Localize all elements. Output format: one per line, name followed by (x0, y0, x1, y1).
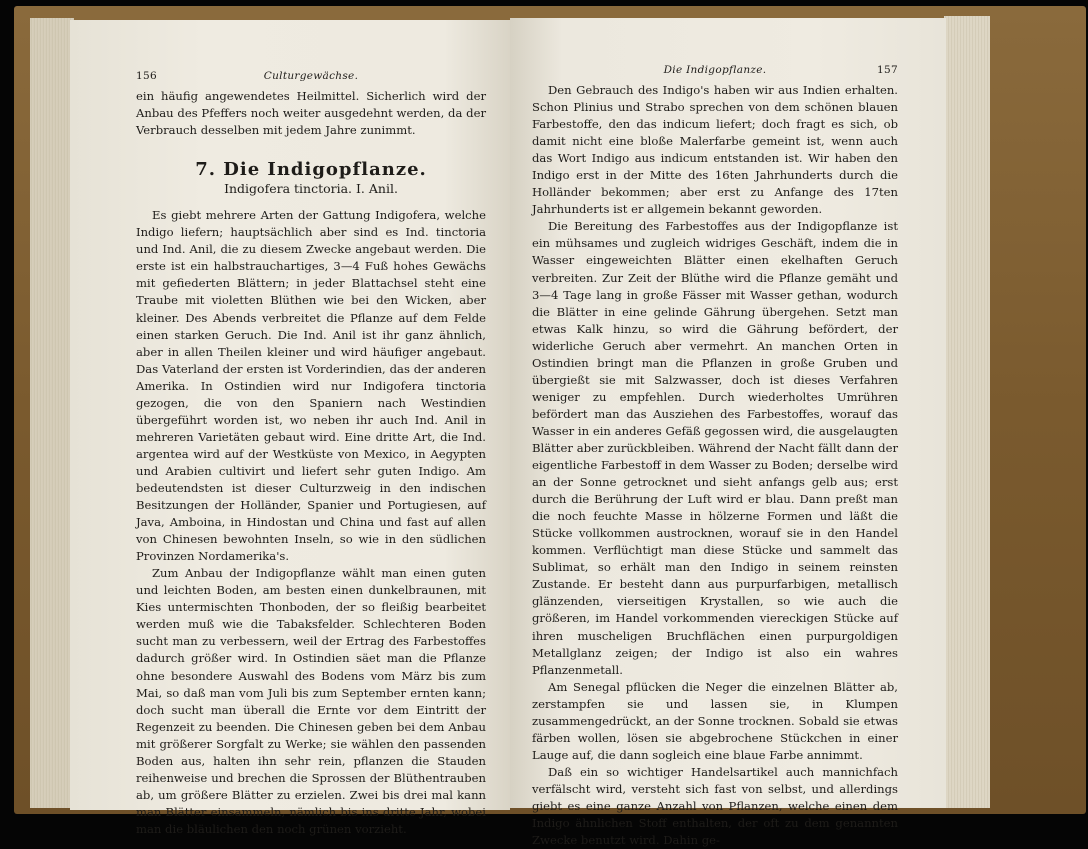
running-head-title: Die Indigopflanze. (663, 64, 767, 76)
running-head-left (136, 70, 486, 88)
right-page (510, 18, 946, 848)
running-head-right (532, 64, 898, 82)
running-head-title: Culturgewächse. (263, 70, 359, 82)
chapter-title: 7. Die Indigopflanze. (195, 159, 427, 181)
page-number: 156 (136, 70, 157, 82)
paragraph: Zum Anbau der Indigopflanze wählt man einen guten und leichten Boden, am besten einen dunkelbraunen, mit Kies untermischten Thonboden, der so fleißig bearbeitet werden muß wie die Tabaksfelder. Schlechteren Boden sucht man zu verbessern, weil der Ertrag des Farbestoffes dadurch größer wird. In Ostindien säet man die Pflanze ohne besondere Auswahl des Bodens vom März bis zum Mai, so daß man vom Juli bis zum September ernten kann; doch sucht man überall die Ernte vor dem Eintritt der Regenzeit zu beenden. Die Chinesen geben bei dem Anbau mit größerer Sorgfalt zu Werke; sie wählen den passenden Boden aus, halten ihn sehr rein, pflanzen die Stauden reihenweise und brechen die Sprossen der Blüthentrauben ab, um größere Blätter zu erzielen. Zwei bis drei mal kann man Blätter einsammeln, nämlich bis ins dritte Jahr, wobei man die bläulichen den noch grünen vorzieht. (136, 566, 486, 836)
left-body (136, 88, 486, 838)
page-number: 157 (877, 64, 898, 76)
intro-paragraph: ein häufig angewendetes Heilmittel. Sicherlich wird der Anbau des Pfeffers noch weiter ausgedehnt werden, da der Verbrauch desselben mit jedem Jahre zunimmt. (136, 89, 486, 138)
left-page (70, 20, 510, 836)
paragraph: Es giebt mehrere Arten der Gattung Indigofera, welche Indigo liefern; hauptsächlich aber sind es Ind. tinctoria und Ind. Anil, die zu diesem Zwecke angebaut werden. Die erste ist ein halbstrauchartiges, 3—4 Fuß hohes Gewächs mit gefiederten Blättern; in jeder Blattachsel steht eine Traube mit violetten Blüthen wie bei den Wicken, aber kleiner. Des Abends verbreitet die Pflanze auf dem Felde einen starken Geruch. Die Ind. Anil ist ihr ganz ähnlich, aber in allen Theilen kleiner und wird häufiger angebaut. Das Vaterland der ersten ist Vorderindien, das der anderen Amerika. In Ostindien wird nur Indigofera tinctoria gezogen, die von den Spaniern nach Westindien übergeführt worden ist, wo neben ihr auch Ind. Anil in mehreren Varietäten gebaut wird. Eine dritte Art, die Ind. argentea wird auf der Westküste von Mexico, in Aegypten und Arabien cultivirt und liefert sehr guten Indigo. Am bedeutendsten ist dieser Culturzweig in den indischen Besitzungen der Holländer, Spanier und Portugiesen, auf Java, Amboina, in Hindostan und China und fast auf allen von Chinesen bewohnten Inseln, so wie in den südlichen Provinzen Nordamerika's. (136, 208, 486, 564)
chapter-subtitle: Indigofera tinctoria. I. Anil. (224, 181, 398, 197)
page-edges-right (944, 16, 990, 808)
paragraph: Den Gebrauch des Indigo's haben wir aus Indien erhalten. Schon Plinius und Strabo sprechen von dem schönen blauen Farbestoffe, den das indicum liefert; doch fragt es sich, ob damit nicht eine bloße Malerfarbe gemeint ist, wenn auch das Wort Indigo aus indicum entstanden ist. Wir haben den Indigo erst in der Mitte des 16ten Jahrhunderts durch die Holländer bekommen; aber erst zu Anfange des 17ten Jahrhunderts ist er allgemein bekannt geworden. (532, 83, 898, 217)
paragraph: Die Bereitung des Farbestoffes aus der Indigopflanze ist ein mühsames und zugleich widriges Geschäft, indem die in Wasser eingeweichten Blätter einen ekelhaften Geruch verbreiten. Zur Zeit der Blüthe wird die Pflanze gemäht und 3—4 Tage lang in große Fässer mit Wasser gethan, wodurch die Blätter in eine gelinde Gährung übergehen. Setzt man etwas Kalk hinzu, so wird die Gährung befördert, der widerliche Geruch aber vermehrt. An manchen Orten in Ostindien bringt man die Pflanzen in große Gruben und übergießt sie mit Salzwasser, doch ist dieses Verfahren weniger zu empfehlen. Durch wiederholtes Umrühren befördert man das Ausziehen des Farbestoffes, worauf das Wasser in ein anderes Gefäß gegossen wird, die ausgelaugten Blätter aber zurückbleiben. Während der Nacht fällt dann der eigentliche Farbestoff in dem Wasser zu Boden; derselbe wird an der Sonne getrocknet und sieht anfangs gelb aus; erst durch die Berührung der Luft wird er blau. Dann preßt man die noch feuchte Masse in hölzerne Formen und läßt die Stücke vollkommen austrocknen, worauf sie in den Handel kommen. Verflüchtigt man diese Stücke und sammelt das Sublimat, so erhält man den Indigo in seinem reinsten Zustande. Er besteht dann aus purpurfarbigen, metallisch glänzenden, vierseitigen Krystallen, so wie auch die größeren, im Handel vorkommenden viereckigen Stücke auf ihren muscheligen Bruchflächen einen purpurgoldigen Metallglanz zeigen; der Indigo ist also ein wahres Pflanzenmetall. (532, 219, 898, 677)
right-body (532, 82, 898, 849)
page-edges-left (30, 18, 74, 808)
paragraph: Am Senegal pflücken die Neger die einzelnen Blätter ab, zerstampfen sie und lassen sie, in Klumpen zusammengedrückt, an der Sonne trocknen. Sobald sie etwas färben wollen, lösen sie abgebrochene Stückchen in einer Lauge auf, die dann sogleich eine blaue Farbe annimmt. (532, 679, 898, 762)
paragraph: Daß ein so wichtiger Handelsartikel auch mannichfach verfälscht wird, versteht sich fast von selbst, und allerdings giebt es eine ganze Anzahl von Pflanzen, welche einen dem Indigo ähnlichen Stoff enthalten, der oft zu dem genannten Zwecke benutzt wird. Dahin ge- (532, 764, 898, 848)
